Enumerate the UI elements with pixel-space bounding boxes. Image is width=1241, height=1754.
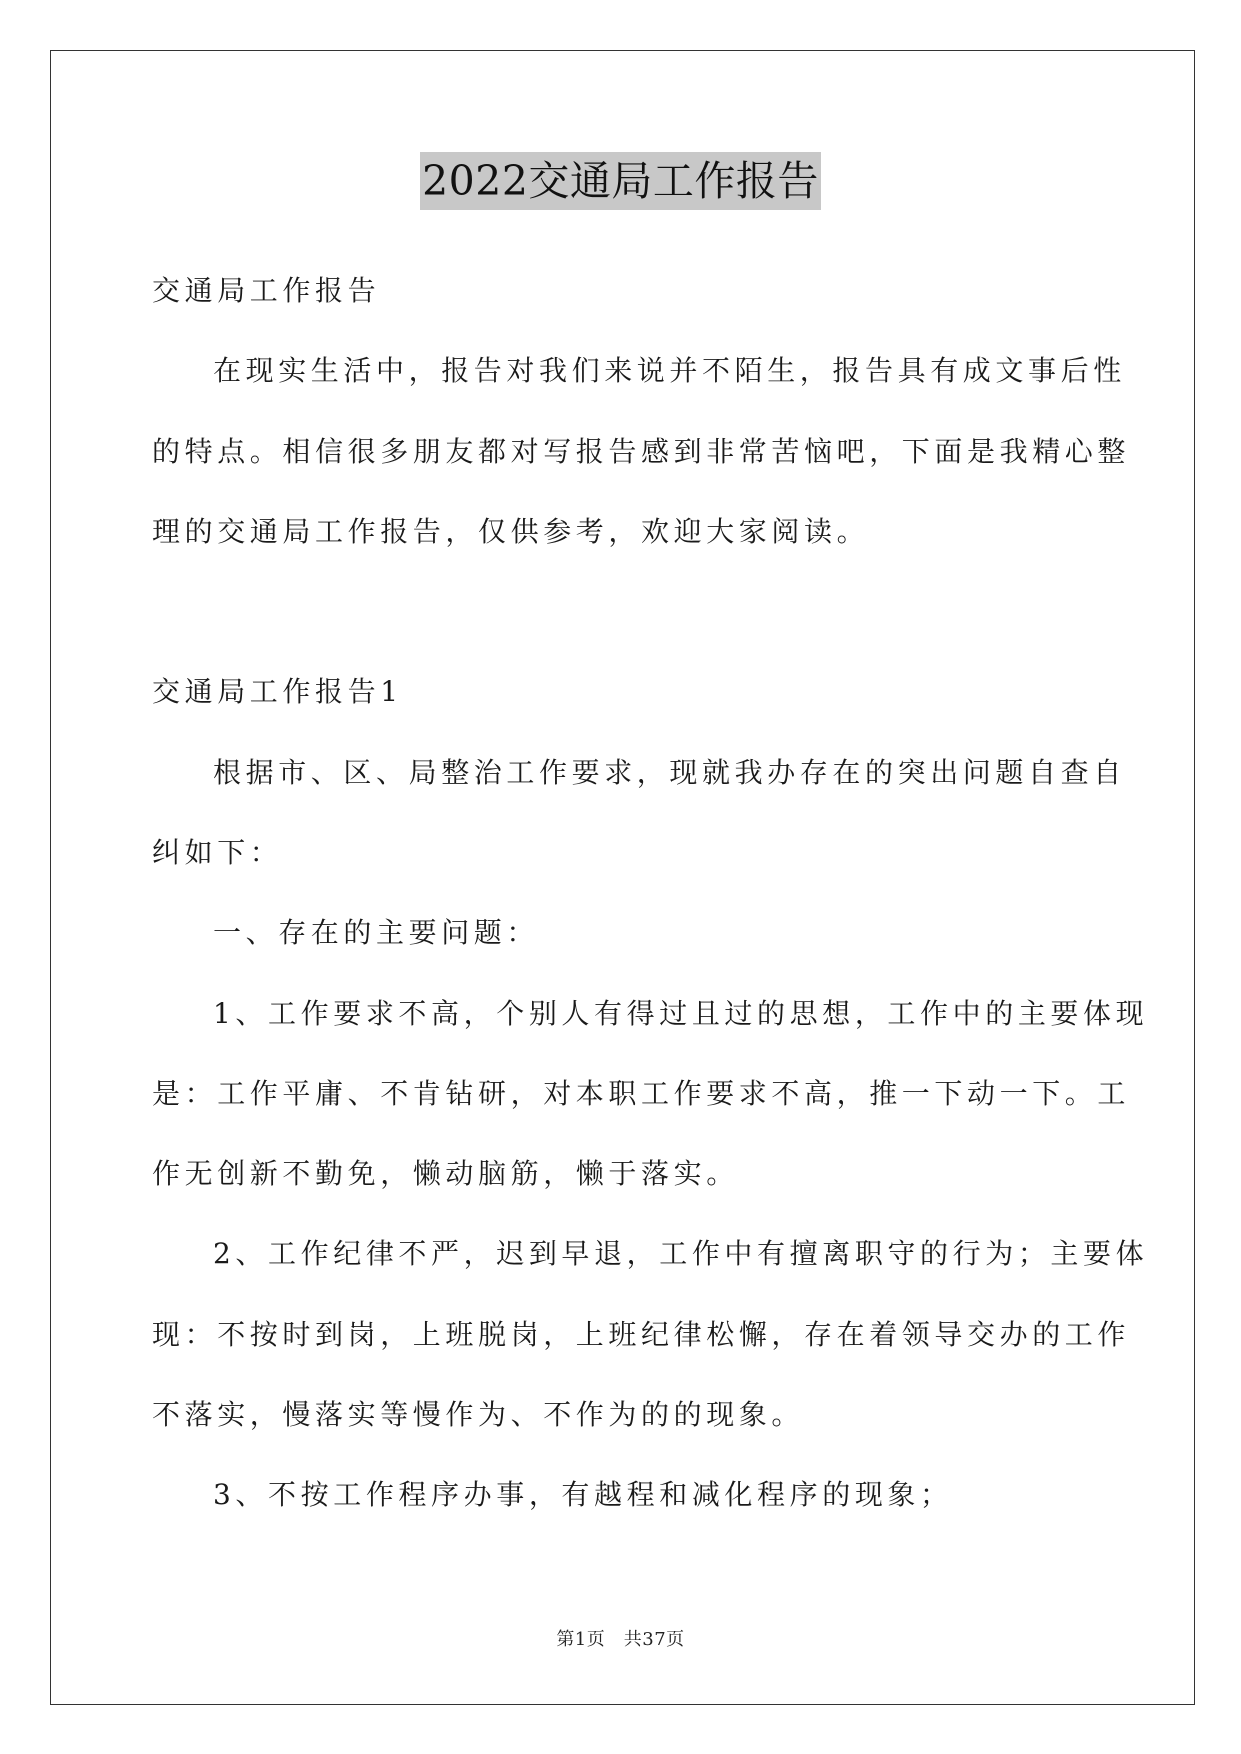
- section-heading: 交通局工作报告: [152, 274, 381, 307]
- title-container: [0, 152, 1241, 210]
- paragraph-line: 2、工作纪律不严，迟到早退，工作中有擅离职守的行为；主要体: [213, 1237, 1149, 1270]
- paragraph-line: 的特点。相信很多朋友都对写报告感到非常苦恼吧，下面是我精心整: [152, 435, 1131, 468]
- paragraph-line: 根据市、区、局整治工作要求，现就我办存在的突出问题自查自: [213, 756, 1126, 789]
- paragraph-line: 3、不按工作程序办事，有越程和减化程序的现象；: [213, 1478, 953, 1511]
- paragraph-line: 现：不按时到岗，上班脱岗，上班纪律松懈，存在着领导交办的工作: [152, 1318, 1131, 1351]
- document-title: 2022交通局工作报告: [420, 152, 821, 210]
- paragraph-line: 在现实生活中，报告对我们来说并不陌生，报告具有成文事后性: [213, 354, 1126, 387]
- paragraph-line: 作无创新不勤免，懒动脑筋，懒于落实。: [152, 1157, 739, 1190]
- paragraph-line: 1、工作要求不高，个别人有得过且过的思想，工作中的主要体现: [213, 997, 1149, 1030]
- list-heading: 一、存在的主要问题：: [213, 916, 540, 949]
- paragraph-line: 不落实，慢落实等慢作为、不作为的的现象。: [152, 1398, 805, 1431]
- paragraph-line: 是：工作平庸、不肯钻研，对本职工作要求不高，推一下动一下。工: [152, 1077, 1131, 1110]
- paragraph-line: 理的交通局工作报告，仅供参考，欢迎大家阅读。: [152, 515, 870, 548]
- paragraph-line: 纠如下：: [152, 836, 283, 869]
- section-heading: 交通局工作报告1: [152, 675, 403, 708]
- page-number-footer: 第1页 共37页: [556, 1629, 685, 1650]
